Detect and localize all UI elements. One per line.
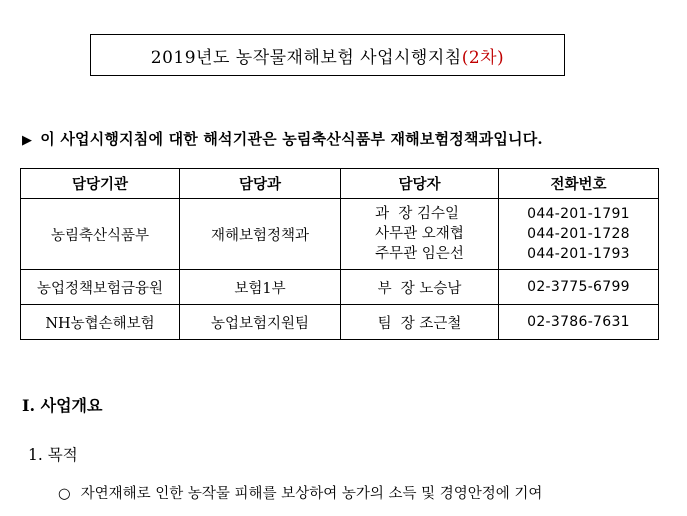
header-phone: 전화번호 xyxy=(499,169,659,199)
circle-bullet-icon: ○ xyxy=(58,486,71,502)
document-title-revision: (2차) xyxy=(461,47,505,68)
department-cell: 보험1부 xyxy=(180,270,341,305)
phone-number: 044-201-1728 xyxy=(527,226,630,242)
interpretation-notice-text: 이 사업시행지침에 대한 해석기관은 농림축산식품부 재해보험정책과입니다. xyxy=(40,130,543,148)
person-name: 사무관 오재협 xyxy=(375,226,464,242)
phone-number: 044-201-1791 xyxy=(527,206,630,222)
purpose-text: 자연재해로 인한 농작물 피해를 보상하여 농가의 소득 및 경영안정에 기여 xyxy=(80,486,543,502)
person-cell xyxy=(341,199,499,270)
section-heading: Ⅰ. 사업개요 xyxy=(22,396,103,415)
contact-table xyxy=(20,168,659,340)
agency-cell: NH농협손해보험 xyxy=(21,305,180,340)
phone-cell: 02-3775-6799 xyxy=(499,270,659,305)
person-cell: 부 장 노승남 xyxy=(341,270,499,305)
agency-cell: 농업정책보험금융원 xyxy=(21,270,180,305)
person-cell: 팀 장 조근철 xyxy=(341,305,499,340)
document-title-main: 2019년도 농작물재해보험 사업시행지침 xyxy=(150,47,462,68)
department-cell: 재해보험정책과 xyxy=(180,199,341,270)
interpretation-notice xyxy=(22,128,672,149)
header-agency: 담당기관 xyxy=(21,169,180,199)
phone-number: 044-201-1793 xyxy=(527,246,630,262)
subsection-heading: 1. 목적 xyxy=(28,446,78,464)
phone-cell: 02-3786-7631 xyxy=(499,305,659,340)
department-cell: 농업보험지원팀 xyxy=(180,305,341,340)
contact-table-header xyxy=(21,169,659,199)
table-row xyxy=(21,305,659,340)
header-person: 담당자 xyxy=(341,169,499,199)
person-name: 과 장 김수일 xyxy=(375,206,460,222)
purpose-bullet xyxy=(58,482,542,503)
triangle-marker-icon: ▶ xyxy=(22,133,33,148)
document-title xyxy=(90,34,565,76)
table-row xyxy=(21,270,659,305)
person-name: 주무관 임은선 xyxy=(375,246,464,262)
table-row xyxy=(21,199,659,270)
phone-cell xyxy=(499,199,659,270)
agency-cell: 농림축산식품부 xyxy=(21,199,180,270)
header-department: 담당과 xyxy=(180,169,341,199)
